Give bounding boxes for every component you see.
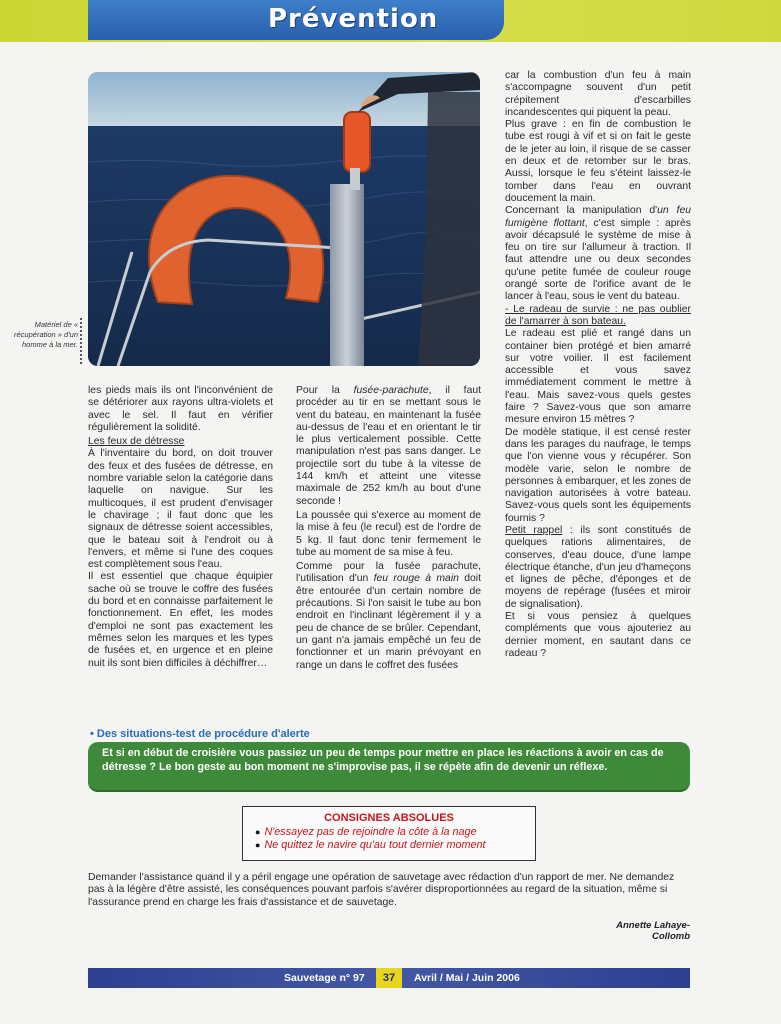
issue-date: Avril / Mai / Juin 2006 — [414, 972, 520, 984]
header-tab — [88, 0, 504, 40]
section-title: Prévention — [268, 4, 439, 34]
paragraph: les pieds mais ils ont l'inconvénient de se détériorer aux rayons ultra-violets et avec le sel. Il faut en vérifier régulièrement la solidité. — [88, 385, 273, 433]
bullet-icon: ● — [255, 840, 261, 850]
photo-caption: Matériel de « récupération » d'un homme à la mer. — [14, 320, 78, 349]
paragraph: Plus grave : en fin de combustion le tube est rougi à vif et si on fait le geste de le jeter au loin, il risque de se casser en deux et de retomber sur le bras. Aussi, lorsque le feu s'éteint laissez-le tomber dans l'eau en ouvrant doucement la main. — [505, 119, 691, 204]
paragraph: À l'inventaire du bord, on doit trouver des feux et des fusées de détresse, en nombre variable selon la catégorie dans laquelle on navigue. Sur les multicoques, il est prudent d'envisager le chavirage ; il faut donc que les signaux de détresse soient accessibles, que le bateau soit à l'endroit ou à l'envers, et même si l'une des coques est complètement sous l'eau. — [88, 448, 273, 571]
magazine-issue: Sauvetage n° 97 — [284, 972, 365, 984]
photo-illustration — [88, 72, 480, 366]
section-heading: Les feux de détresse — [88, 436, 185, 448]
consigne-item: ● N'essayez pas de rejoindre la côte à la nage — [255, 826, 477, 838]
closing-paragraph: Demander l'assistance quand il y a péril engage une opération de sauvetage avec rédaction d'un rapport de mer. Ne demandez pas à la légère d'être assisté, les conséquences pouvant parfois s'avérer disproportionnées au regard de la situation, même si l'assurance prend en charge les frais d'assistance et de sauvetage. — [88, 872, 675, 908]
paragraph: Et si vous pensiez à quelques compléments que vous ajouteriez au dernier moment, en sautant dans ce radeau ? — [505, 611, 691, 659]
lifebuoy-photo — [88, 72, 480, 366]
text-column-2 — [296, 385, 481, 672]
caption-divider — [80, 318, 82, 364]
bullet-icon: ● — [255, 827, 261, 837]
paragraph: Il est essentiel que chaque équipier sache où se trouve le coffre des fusées du bord et en connaisse parfaitement le fonctionnement. En effet, les modes d'emploi ne sont pas exactement les mêmes selon les marques et les types de fusées et, en urgence et en pleine nuit ils sont bien difficiles à déchiffrer… — [88, 571, 273, 669]
paragraph: De modèle statique, il est censé rester dans les parages du naufrage, le temps que l'on vienne vous y récupérer. Son modèle varie, selon le nombre de personnes à embarquer, et les zones de navigation autorisées à votre bateau. Savez-vous quels sont les équipements fournis ? — [505, 426, 691, 524]
text-column-3 — [505, 70, 691, 660]
text-column-1 — [88, 385, 273, 670]
consignes-title: CONSIGNES ABSOLUES — [324, 812, 454, 824]
paragraph: Pour la fusée-parachute, il faut procéder au tir en se mettant sous le vent du bateau, en maintenant la fusée au-dessus de l'eau et en orientant le tir le plus verticalement possible. Cette manipulation n'est pas sans danger. Le projectile sort du tube à la vitesse de 144 km/h et atteint une vitesse maximale de 252 km/h au bout d'une seconde ! — [296, 385, 482, 507]
author-signature: Annette Lahaye-Collomb — [616, 920, 690, 942]
page-footer — [88, 968, 690, 988]
paragraph: Concernant la manipulation d'un feu fumigène flottant, c'est simple : après avoir décapsulé le système de mise à feu on tire sur l'allumeur à traction. Il faut attendre une ou deux secondes qu'une petite fumée de couleur rouge orangé sorte de l'orifice avant de le lancer à l'eau, sous le vent du bateau. — [505, 205, 692, 303]
paragraph: car la combustion d'un feu à main s'accompagne souvent d'un petit crépitement d'escarbilles incandescentes qui piquent la peau. — [505, 70, 691, 118]
alert-procedure-link[interactable]: • Des situations-test de procédure d'alerte — [90, 728, 310, 740]
reflex-callout: Et si en début de croisière vous passiez un peu de temps pour mettre en place les réactions à avoir en cas de détresse ? Le bon geste au bon moment ne s'improvise pas, il se répète afin de devenir un réflexe. — [88, 742, 690, 792]
consigne-item: ● Ne quittez le navire qu'au tout dernier moment — [255, 839, 486, 851]
consignes-box — [242, 806, 536, 861]
section-heading: - Le radeau de survie : ne pas oublier de l'amarrer à son bateau. — [505, 303, 691, 327]
paragraph: Comme pour la fusée parachute, l'utilisation d'un feu rouge à main doit être entourée d'un certain nombre de précautions. Si l'on saisit le tube au bon endroit en l'inclinant légèrement il y a peu de chance de se brûler. Cependant, un gant n'a jamais empêché un feu de fonctionner et un marin prévoyant en range un dans le coffret des fusées — [296, 561, 481, 671]
paragraph: Le radeau est plié et rangé dans un container bien protégé et bien amarré sur votre voilier. Il est facilement accessible et vous savez immédiatement comment le mettre à l'eau. Mais savez-vous quels gestes faire ? Savez-vous que son amarre mesure environ 15 mètres ? — [505, 328, 691, 426]
paragraph: La poussée qui s'exerce au moment de la mise à feu (le recul) est de l'ordre de 5 kg. Il faut donc tenir fermement le tube au moment de sa mise à feu. — [296, 509, 481, 558]
page-number: 37 — [376, 968, 402, 988]
paragraph: Petit rappel : ils sont constitués de quelques rations alimentaires, de conserves, d'eau douce, d'une lampe électrique étanche, d'un jeu d'hameçons et lignes de pêche, d'éponges et de moyens de repérage (fusées et miroir de signalisation). — [505, 524, 691, 610]
